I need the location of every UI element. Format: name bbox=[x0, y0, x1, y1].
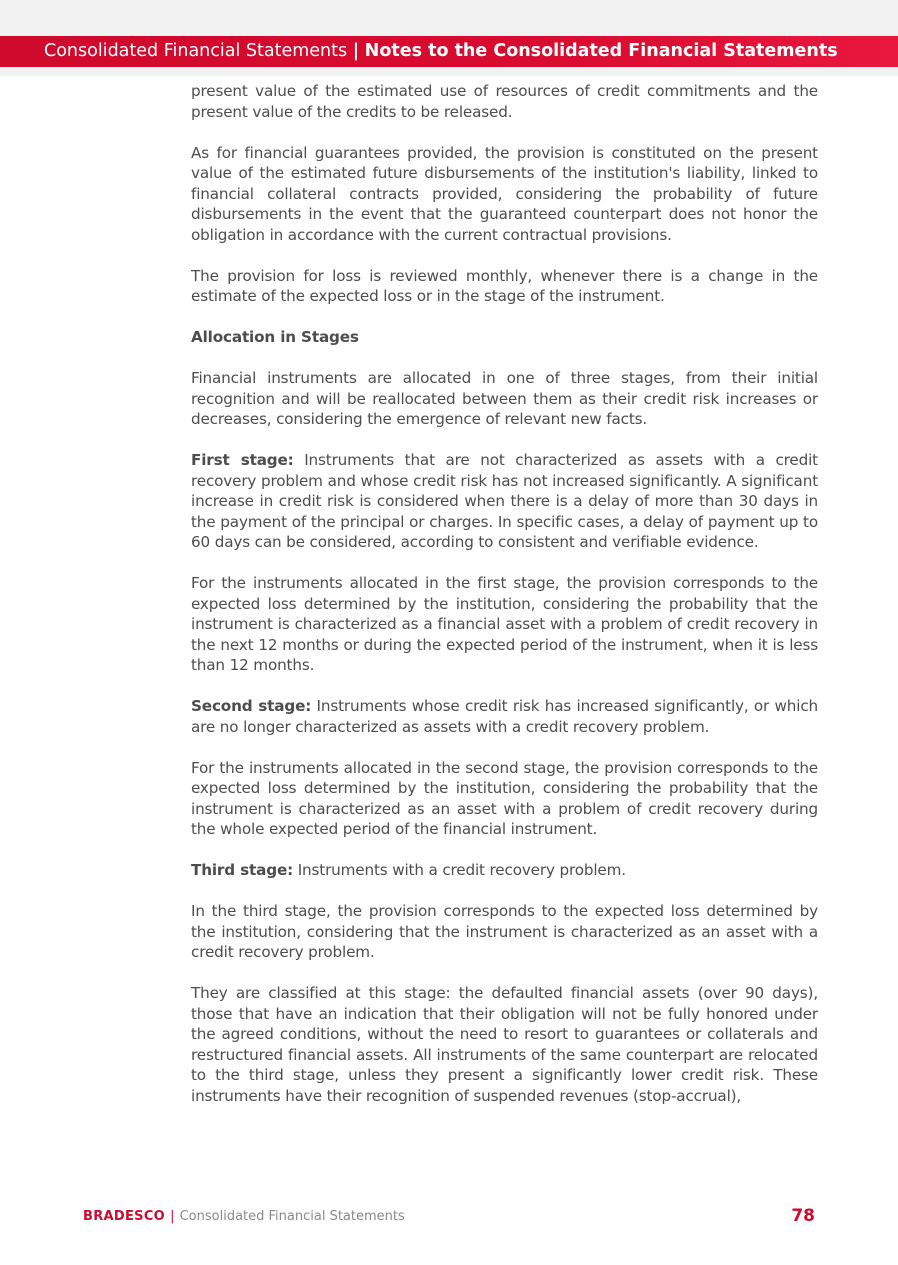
paragraph-third-stage-classification: They are classified at this stage: the defaulted financial assets (over 90 days), those that have an indication that their obligation will not be fully honored under the agreed conditions, without the need to resort to guarantees or collaterals and restructured financial assets. All instruments of the same counterpart are relocated to the third stage, unless they present a significantly lower credit risk. These instruments have their recognition of suspended revenues (stop-accrual), bbox=[191, 984, 818, 1105]
footer-separator: | bbox=[170, 1209, 175, 1224]
section-header-band bbox=[0, 36, 898, 67]
paragraph-second-stage-provision: For the instruments allocated in the second stage, the provision corresponds to the expected loss determined by the institution, considering the probability that the instrument is characterized as an asset with a problem of credit recovery during the whole expected period of the financial instrument. bbox=[191, 758, 818, 838]
page-number: 78 bbox=[791, 1206, 815, 1226]
header-section-title: Consolidated Financial Statements bbox=[44, 41, 348, 61]
second-stage-label: Second stage: bbox=[191, 697, 312, 715]
heading-allocation-in-stages: Allocation in Stages bbox=[191, 328, 359, 346]
paragraph-third-stage-provision: In the third stage, the provision corresponds to the expected loss determined by the institution, considering that the instrument is characterized as an asset with a credit recovery problem. bbox=[191, 902, 818, 961]
paragraph-first-stage bbox=[191, 450, 818, 553]
top-margin-strip bbox=[0, 0, 898, 36]
first-stage-text: Instruments that are not characterized as assets with a credit recovery problem and whose credit risk has not increased significantly. A significant increase in credit risk is considered when there is a delay of more than 30 days in the payment of the principal or charges. In specific cases, a delay of payment up to 60 days can be considered, according to consistent and verifiable evidence. bbox=[191, 451, 818, 551]
third-stage-text: Instruments with a credit recovery problem. bbox=[293, 861, 626, 879]
header-separator: | bbox=[352, 41, 360, 61]
header-underlay bbox=[0, 67, 898, 76]
third-stage-label: Third stage: bbox=[191, 861, 294, 879]
second-stage-text: Instruments whose credit risk has increased significantly, or which are no longer characterized as assets with a credit recovery problem. bbox=[191, 697, 818, 736]
paragraph-first-stage-provision: For the instruments allocated in the first stage, the provision corresponds to the expected loss determined by the institution, considering the probability that the instrument is characterized as a financial asset with a problem of credit recovery in the next 12 months or during the expected period of the instrument, when it is less than 12 months. bbox=[191, 574, 818, 674]
paragraph-allocation-intro: Financial instruments are allocated in one of three stages, from their initial recognition and will be reallocated between them as their credit risk increases or decreases, considering the emergence of relevant new facts. bbox=[191, 369, 818, 428]
paragraph-second-stage bbox=[191, 696, 818, 737]
footer-document-title: Consolidated Financial Statements bbox=[179, 1209, 405, 1224]
footer-brand: BRADESCO bbox=[83, 1209, 166, 1224]
paragraph-third-stage bbox=[191, 860, 818, 881]
page-footer bbox=[83, 1205, 815, 1227]
paragraph-provision-review: The provision for loss is reviewed monthly, whenever there is a change in the estimate of the expected loss or in the stage of the instrument. bbox=[191, 266, 818, 305]
paragraph-financial-guarantees: As for financial guarantees provided, the provision is constituted on the present value of the estimated future disbursements of the institution's liability, linked to financial collateral contracts provided, considering the probability of future disbursements in the event that the guaranteed counterpart does not honor the obligation in accordance with the current contractual provisions. bbox=[191, 143, 818, 244]
page-body bbox=[191, 81, 818, 1106]
first-stage-label: First stage: bbox=[191, 451, 294, 469]
header-subsection-title: Notes to the Consolidated Financial Statements bbox=[364, 41, 838, 61]
paragraph-credit-commitments: present value of the estimated use of resources of credit commitments and the present value of the credits to be released. bbox=[191, 82, 818, 121]
section-header bbox=[44, 36, 838, 67]
